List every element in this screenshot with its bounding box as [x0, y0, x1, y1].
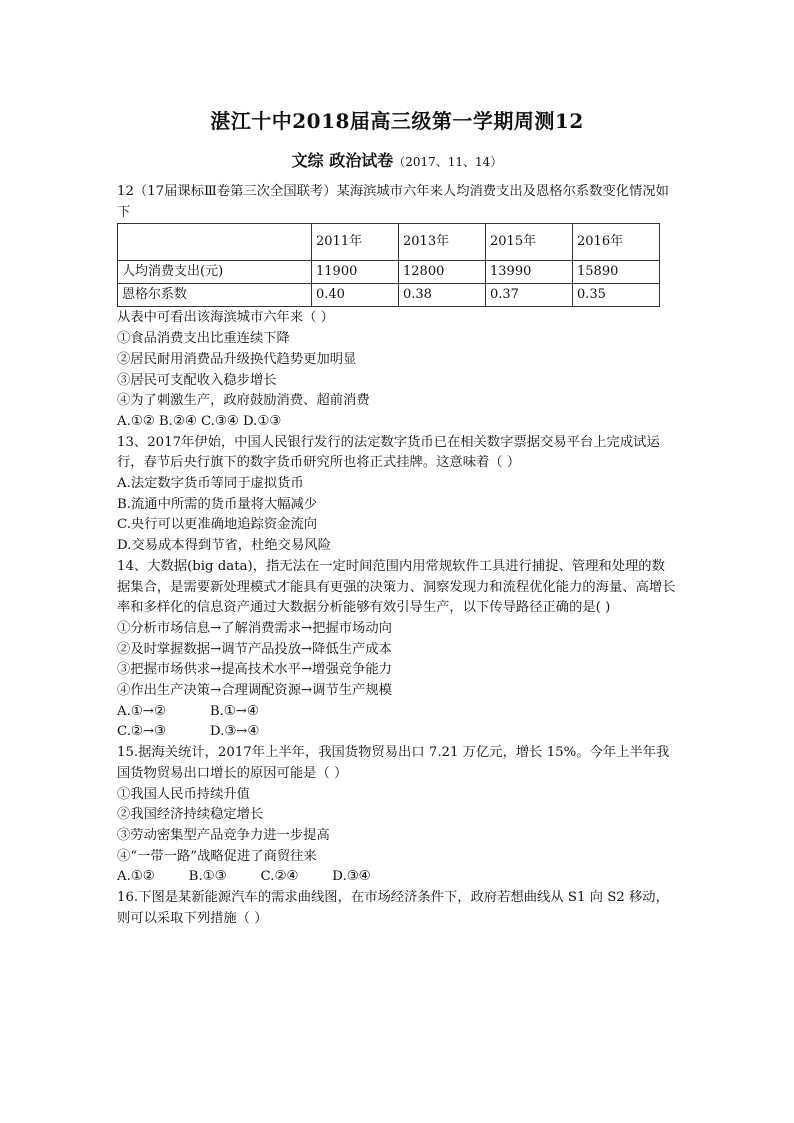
- q15-option: D.③④: [332, 869, 371, 885]
- exam-content: [117, 182, 677, 930]
- exam-subtitle: [0, 148, 794, 171]
- q15-item: ④“一带一路”战略促进了商贸往来: [117, 848, 317, 864]
- q12-options: A.①② B.②④ C.③④ D.①③: [117, 413, 282, 429]
- table-header-cell: [118, 224, 312, 261]
- q14-option: C.②→③: [117, 724, 166, 740]
- table-cell: 0.37: [486, 284, 573, 307]
- table-cell: 人均消费支出(元): [118, 261, 312, 284]
- q15-item: ②我国经济持续稳定增长: [117, 807, 264, 823]
- q12-item: ②居民耐用消费品升级换代趋势更加明显: [117, 351, 357, 367]
- q15-stem: 15.据海关统计，2017年上半年，我国货物贸易出口 7.21 万亿元，增长 15%。今年上半年我国货物贸易出口增长的原因可能是（ ）: [117, 745, 670, 781]
- table-cell: 0.40: [312, 284, 399, 307]
- q14-options-row: [117, 702, 677, 723]
- q13-option: B.流通中所需的货币量将大幅减少: [117, 496, 318, 512]
- table-cell: 0.35: [573, 284, 660, 307]
- table-header-cell: 2011年: [312, 224, 399, 261]
- q14-option: A.①→②: [117, 703, 166, 719]
- table-row: [118, 284, 660, 307]
- q14-item: ①分析市场信息→了解消费需求→把握市场动向: [117, 620, 392, 636]
- q15-item: ①我国人民币持续升值: [117, 786, 250, 802]
- table-cell: 11900: [312, 261, 399, 284]
- q13-option: D.交易成本得到节省，杜绝交易风险: [117, 538, 331, 554]
- q15-option: A.①②: [117, 869, 155, 885]
- q14-option: D.③→④: [209, 724, 260, 740]
- q13-stem: 13、2017年伊始，中国人民银行发行的法定数字货币已在相关数字票据交易平台上完成试运行，春节后央行旗下的数字货币研究所也将正式挂牌。这意味着（ ）: [117, 434, 660, 471]
- table-header-row: [118, 224, 660, 261]
- q15-option: B.①③: [188, 869, 227, 885]
- table-header-cell: 2016年: [573, 224, 660, 261]
- q14-option: B.①→④: [209, 703, 259, 719]
- table-cell: 15890: [573, 261, 660, 284]
- q12-item: ①食品消费支出比重连续下降: [117, 331, 290, 347]
- q14-item: ②及时掌握数据→调节产品投放→降低生产成本: [117, 641, 392, 657]
- subtitle-text: 文综 政治试卷: [291, 151, 394, 170]
- q13-option: C.央行可以更准确地追踪资金流向: [117, 517, 318, 533]
- consumption-table: [117, 223, 660, 307]
- q14-item: ③把握市场供求→提高技术水平→增强竞争能力: [117, 662, 392, 678]
- q15-option: C.②④: [260, 869, 299, 885]
- q14-stem: 14、大数据(big data)，指无法在一定时间范围内用常规软件工具进行捕捉、管理和处理的数据集合，是需要新处理模式才能具有更强的决策力、洞察发现力和流程优化能力的海量、高增长率和多样化的信息资产通过大数据分析能够有效引导生产，以下传导路径正确的是( ): [117, 558, 676, 616]
- q14-options-row: [117, 722, 677, 743]
- table-cell: 13990: [486, 261, 573, 284]
- table-row: [118, 261, 660, 284]
- q12-item: ④为了刺激生产，政府鼓励消费、超前消费: [117, 393, 370, 409]
- table-cell: 恩格尔系数: [118, 284, 312, 307]
- q13-option: A.法定数字货币等同于虚拟货币: [117, 476, 304, 492]
- table-header-cell: 2015年: [486, 224, 573, 261]
- exam-title: 湛江十中2018届高三级第一学期周测12: [210, 109, 584, 133]
- subtitle-date: （2017、11、14）: [393, 155, 503, 169]
- q12-question: 从表中可看出该海滨城市六年来（ ）: [117, 310, 334, 326]
- table-cell: 0.38: [399, 284, 486, 307]
- table-cell: 12800: [399, 261, 486, 284]
- q12-stem: 12（17届课标Ⅲ卷第三次全国联考）某海滨城市六年来人均消费支出及恩格尔系数变化情况如下: [117, 184, 669, 220]
- table-header-cell: 2013年: [399, 224, 486, 261]
- q12-item: ③居民可支配收入稳步增长: [117, 372, 277, 388]
- q15-options-row: [117, 867, 677, 888]
- q16-stem: 16.下图是某新能源汽车的需求曲线图，在市场经济条件下，政府若想曲线从 S1 向 S2 移动，则可以采取下列措施（ ）: [117, 890, 669, 926]
- q14-item: ④作出生产决策→合理调配资源→调节生产规模: [117, 683, 392, 699]
- q15-item: ③劳动密集型产品竞争力进一步提高: [117, 827, 330, 843]
